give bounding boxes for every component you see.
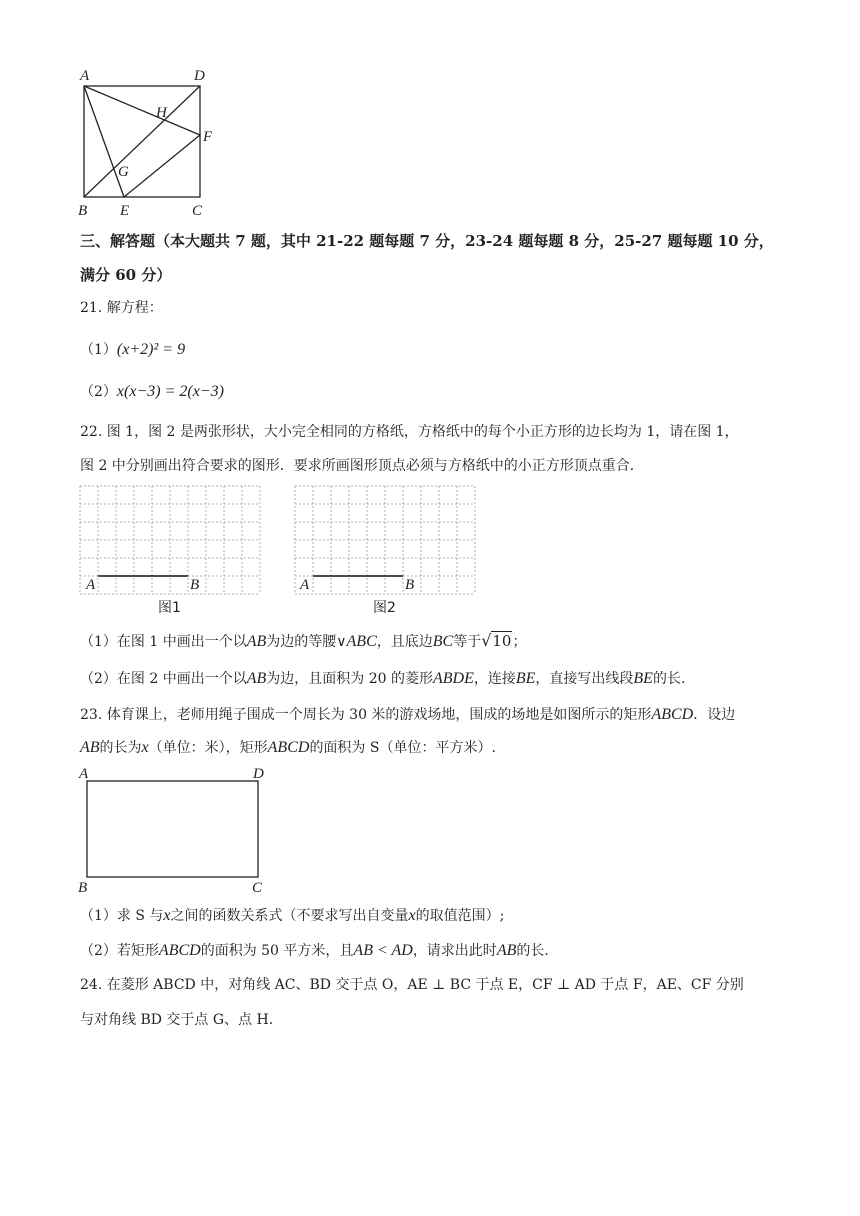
q23-l1-text-b: ．设边 [693,707,736,723]
q23-p1-x: x [163,907,171,924]
q23-p2-inequality: AB < AD [353,942,413,959]
q21-part2-number: （2） [80,384,117,400]
label-b: B [78,203,88,219]
q22-p1-abc: ABC [346,633,377,650]
q23-line1 [80,705,735,725]
q22-p2-text-b: 为边，且面积为 20 的菱形 [266,671,433,687]
q22-part1 [80,631,526,652]
q22-p1-sqrt-value: 10 [492,632,512,650]
label-g: G [118,164,129,180]
segment-af [84,86,200,135]
q23-p1-text-a: （1）求 S 与 [80,908,164,924]
q22-part2 [80,669,685,689]
q22-line1: 22. 图 1，图 2 是两张形状，大小完全相同的方格纸，方格纸中的每个小正方形的边长均为 1，请在图 1， [80,424,739,440]
grid1-caption: 图1 [158,600,181,616]
q23-p1-x2: x [408,907,416,924]
grid2-label-b: B [405,577,415,593]
rectangle-abcd [87,781,258,877]
q22-p2-ab: AB [246,670,267,687]
q22-p1-ab: AB [246,633,267,650]
grid2-label-a: A [300,577,310,593]
label-e: E [120,203,130,219]
grid1-label-b: B [190,577,200,593]
q21-part2 [80,382,224,402]
segment-bd [84,86,200,197]
rect-label-c: C [252,880,263,896]
q21-title: 21. 解方程： [80,300,163,316]
rect-label-b: B [78,880,88,896]
segment-ae [84,86,124,197]
q23-p2-abcd: ABCD [158,942,201,959]
q23-p2-text-a: （2）若矩形 [80,943,159,959]
segment-ef [124,135,200,197]
q23-p2-text-c: ，请求出此时 [412,943,497,959]
q22-p1-bc: BC [432,633,454,650]
q23-l2-text-b: （单位：米），矩形 [148,740,268,756]
q23-part2 [80,941,549,961]
q22-p2-be-2: BE [633,670,653,687]
q22-p2-text-d: ，直接写出线段 [535,671,634,687]
label-d: D [194,68,205,84]
section-heading-line1: 三、解答题（本大题共 7 题，其中 21-22 题每题 7 分，23-24 题每题 8 分，25-27 题每题 10 分， [80,232,774,250]
q21-part1-equation: (x+2)² = 9 [116,341,186,358]
q23-p2-ab: AB [496,942,517,959]
sqrt-symbol: √ [481,631,492,650]
q23-l2-abcd: ABCD [267,739,310,756]
q22-p2-abde: ABDE [432,670,474,687]
q23-p1-text-b: 之间的函数关系式（不要求写出自变量 [170,908,409,924]
q23-p2-text-d: 的长. [516,943,549,959]
q22-p1-text-d: 等于 [453,634,482,650]
rect-label-d: D [253,766,264,782]
section-heading-line2: 满分 60 分） [80,266,172,284]
q22-line2: 图 2 中分别画出符合要求的图形．要求所画图形顶点必须与方格纸中的小正方形顶点重合． [80,458,644,474]
q23-l2-text-c: 的面积为 S（单位：平方米）. [309,740,496,756]
q21-part2-equation: x(x−3) = 2(x−3) [116,383,224,400]
q22-p1-text-e: ； [512,634,527,650]
label-a: A [80,68,90,84]
q24-line2: 与对角线 BD 交于点 G、点 H. [80,1012,274,1028]
q22-p2-text-a: （2）在图 2 中画出一个以 [80,671,247,687]
q21-part1-number: （1） [80,342,117,358]
q22-p2-text-e: 的长. [652,671,686,687]
q22-p2-be: BE [515,670,536,687]
q22-p2-text-c: ，连接 [473,671,516,687]
grid-paper-2 [295,486,477,596]
q23-line2 [80,738,496,758]
q23-rectangle-figure [76,764,276,896]
q23-l1-abcd: ABCD [651,706,694,723]
top-square-figure [70,66,230,221]
label-h: H [156,105,167,121]
q22-p1-text-c: ，且底边 [376,634,433,650]
q24-line1: 24. 在菱形 ABCD 中，对角线 AC、BD 交于点 O，AE ⊥ BC 于点 E，CF ⊥ AD 于点 F，AE、CF 分别 [80,977,744,993]
q23-l2-text-a: 的长为 [99,740,142,756]
label-f: F [203,129,213,145]
grid-paper-1 [80,486,262,596]
q23-part1 [80,906,504,926]
q22-p1-text-b: 为边的等腰∨ [266,634,347,650]
q22-p1-text-a: （1）在图 1 中画出一个以 [80,634,247,650]
q23-p2-text-b: 的面积为 50 平方米，且 [200,943,354,959]
q21-part1 [80,340,185,360]
rect-label-a: A [79,766,89,782]
q23-p1-text-c: 的取值范围）; [415,908,505,924]
q23-l2-x: x [141,739,149,756]
grid1-label-a: A [86,577,96,593]
grid2-caption: 图2 [373,600,396,616]
q23-l2-ab: AB [80,739,100,756]
label-c: C [192,203,203,219]
q23-l1-text-a: 23. 体育课上，老师用绳子围成一个周长为 30 米的游戏场地，围成的场地是如图所示的矩形 [80,707,652,723]
